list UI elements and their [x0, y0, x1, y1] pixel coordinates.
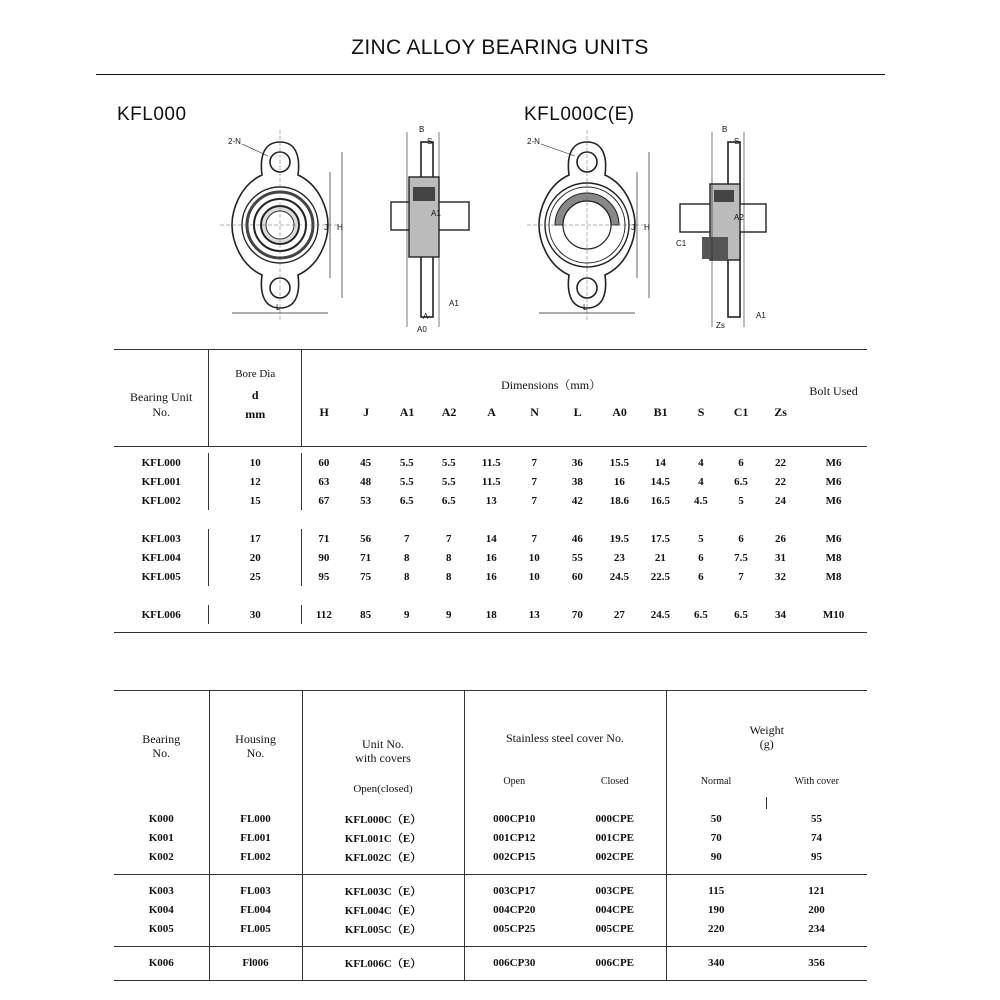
- table-cell: 4: [698, 456, 704, 469]
- table-cell: 70: [710, 831, 722, 844]
- table-cell: 12: [209, 472, 302, 491]
- table-cell: 7: [738, 570, 744, 583]
- table-cell: 7: [445, 532, 452, 545]
- table-row: [114, 919, 867, 947]
- table-cell: 7: [531, 475, 538, 488]
- table-row: [114, 605, 867, 624]
- table-cell: KFL004: [114, 548, 209, 567]
- table-cell: K003: [114, 875, 209, 901]
- table-cell: M6: [825, 456, 842, 469]
- table-cell: 22.5: [650, 570, 670, 583]
- table-cell: 340: [666, 947, 766, 981]
- label-b-2: B: [722, 125, 728, 134]
- col-weight: Weight (g): [666, 691, 867, 798]
- table-cell: 8: [403, 551, 410, 564]
- table-cell: M6: [825, 494, 842, 507]
- table-cell: KFL000C（E）: [302, 809, 464, 828]
- table-cell: 7: [531, 532, 538, 545]
- table-row: [114, 875, 867, 901]
- dimensions-table: [114, 349, 867, 633]
- table-cell: 004CPE: [564, 900, 666, 919]
- table-cell: 60: [318, 456, 330, 469]
- table-cell: 16: [485, 551, 497, 564]
- table-cell: FL000: [209, 809, 302, 828]
- table-cell: 46: [571, 532, 583, 545]
- label-s: S: [427, 137, 433, 146]
- table-cell: 10: [209, 453, 302, 472]
- table-cell: KFL003C（E）: [302, 875, 464, 901]
- dim-header: A2: [441, 405, 457, 419]
- label-j-2: J: [631, 223, 635, 232]
- table-cell: 11.5: [481, 475, 501, 488]
- table-cell: 20: [209, 548, 302, 567]
- table-cell: 5.5: [399, 456, 414, 469]
- label-b: B: [419, 125, 425, 134]
- model-label-right: KFL000C(E): [524, 104, 635, 125]
- title-divider: [96, 74, 885, 75]
- label-a0: A0: [417, 325, 427, 334]
- table-cell: 356: [766, 947, 867, 981]
- table-row: [114, 847, 867, 875]
- table-cell: 16: [613, 475, 625, 488]
- label-a2: A2: [734, 213, 744, 222]
- table-cell: 8: [445, 570, 452, 583]
- table-cell: KFL001C（E）: [302, 828, 464, 847]
- col-bearing-no: Bearing No.: [114, 691, 209, 810]
- table-cell: 95: [318, 570, 330, 583]
- table-cell: 234: [808, 922, 825, 935]
- table-cell: 200: [808, 903, 825, 916]
- table-row: [114, 947, 867, 981]
- table-cell: KFL005: [114, 567, 209, 586]
- table-cell: 53: [360, 494, 372, 507]
- table-cell: 6.5: [441, 494, 456, 507]
- table-cell: KFL002: [114, 491, 209, 510]
- table-cell: 7: [531, 456, 538, 469]
- label-zs: Zs: [716, 321, 725, 330]
- col-open-closed: Open(closed): [302, 797, 464, 809]
- label-c1: C1: [676, 239, 687, 248]
- table-cell: 71: [318, 532, 330, 545]
- table-cell: Fl006: [209, 947, 302, 981]
- table-cell: 13: [528, 608, 540, 621]
- table-cell: K005: [114, 919, 209, 947]
- dim-header: H: [319, 405, 329, 419]
- table-cell: 74: [811, 831, 822, 844]
- table-row: [114, 809, 867, 828]
- table-cell: 5.5: [399, 475, 414, 488]
- table-row: [114, 900, 867, 919]
- table-cell: 24: [775, 494, 787, 507]
- label-a1-2: A1: [756, 311, 766, 320]
- table-cell: 6: [738, 532, 744, 545]
- table-cell: 23: [613, 551, 625, 564]
- dim-header: Zs: [774, 405, 787, 419]
- col-unit-no: Unit No. with covers: [302, 691, 464, 798]
- table-cell: 121: [766, 875, 867, 901]
- table-cell: 32: [775, 570, 787, 583]
- table-cell: 31: [775, 551, 787, 564]
- dim-header: A1: [399, 405, 415, 419]
- table-cell: 24.5: [650, 608, 670, 621]
- table-cell: 16: [485, 570, 497, 583]
- label-h: H: [337, 223, 343, 232]
- table-cell: 27: [613, 608, 625, 621]
- table-cell: 4: [698, 475, 704, 488]
- label-2n: 2-N: [228, 137, 241, 146]
- table-cell: K002: [114, 847, 209, 875]
- table-cell: 6.5: [399, 494, 414, 507]
- table-cell: 000CPE: [564, 809, 666, 828]
- table-cell: 6: [698, 570, 704, 583]
- table-cell: 22: [775, 475, 787, 488]
- table-cell: 90: [318, 551, 330, 564]
- table-row: [114, 529, 867, 548]
- table-cell: 006CP30: [464, 947, 564, 981]
- table-cell: 14: [654, 456, 666, 469]
- table-row: [114, 453, 867, 472]
- col-open: Open: [503, 775, 526, 787]
- table-cell: 005CPE: [564, 919, 666, 947]
- table-cell: KFL006: [114, 605, 209, 624]
- label-l: L: [276, 303, 281, 312]
- table-cell: 001CP12: [493, 831, 536, 844]
- table-cell: 002CP15: [493, 850, 536, 863]
- table-row: [114, 491, 867, 510]
- table-cell: 6.5: [694, 608, 708, 621]
- table-cell: 36: [571, 456, 583, 469]
- table-cell: 15: [209, 491, 302, 510]
- label-l-2: L: [583, 303, 588, 312]
- table-cell: 34: [775, 608, 787, 621]
- table-cell: 14.5: [650, 475, 670, 488]
- table-cell: 85: [360, 608, 372, 621]
- dim-header: S: [697, 405, 705, 419]
- col-dimensions-group: Dimensions（mm） H J A1 A2 A N L A0 B1 S C1 Zs: [302, 350, 801, 447]
- table-cell: M8: [825, 570, 842, 583]
- model-label-left: KFL000: [117, 104, 187, 125]
- col-closed: Closed: [564, 797, 666, 809]
- table-row: [114, 472, 867, 491]
- label-s-2: S: [734, 137, 740, 146]
- table-cell: 26: [775, 532, 787, 545]
- col-normal: Normal: [700, 775, 732, 787]
- table-cell: 7: [403, 532, 410, 545]
- table-cell: 56: [360, 532, 372, 545]
- dim-header: N: [530, 405, 539, 419]
- table-cell: 004CP20: [493, 903, 536, 916]
- table-cell: 15.5: [609, 456, 629, 469]
- table-cell: 60: [571, 570, 583, 583]
- dim-header: C1: [733, 405, 749, 419]
- table-cell: KFL001: [114, 472, 209, 491]
- kfl000c-front-view-drawing: [527, 130, 667, 330]
- page-title: ZINC ALLOY BEARING UNITS: [351, 36, 649, 59]
- table-cell: 38: [571, 475, 583, 488]
- label-a1-top: A1: [431, 209, 441, 218]
- table-cell: 16.5: [650, 494, 670, 507]
- table-cell: 8: [403, 570, 410, 583]
- label-a1: A1: [449, 299, 459, 308]
- col-bearing-unit: Bearing Unit No.: [114, 350, 209, 447]
- label-h-2: H: [644, 223, 650, 232]
- table-cell: 67: [318, 494, 330, 507]
- table-cell: 4.5: [694, 494, 708, 507]
- table-cell: 5: [698, 532, 704, 545]
- col-stainless-cover: Stainless steel cover No.: [464, 691, 666, 798]
- table-cell: K001: [114, 828, 209, 847]
- table-cell: K000: [114, 809, 209, 828]
- table-cell: 13: [485, 494, 497, 507]
- table-cell: 55: [811, 812, 822, 825]
- table-cell: 001CPE: [564, 828, 666, 847]
- col-bolt-used: Bolt Used: [800, 350, 867, 447]
- table-cell: 14: [485, 532, 497, 545]
- col-bore-dia: Bore Dia d mm: [209, 350, 302, 447]
- table-cell: 000CP10: [493, 812, 536, 825]
- table-cell: 115: [666, 875, 766, 901]
- table-cell: M10: [822, 608, 845, 621]
- table-cell: KFL004C（E）: [302, 900, 464, 919]
- table-cell: M6: [825, 532, 842, 545]
- table-cell: 90: [710, 850, 722, 863]
- table-cell: 24.5: [609, 570, 629, 583]
- table-cell: 17.5: [650, 532, 670, 545]
- table-row: [114, 567, 867, 586]
- table-cell: 30: [209, 605, 302, 624]
- table-cell: 6: [738, 456, 744, 469]
- table-cell: 42: [571, 494, 583, 507]
- table-cell: KFL006C（E）: [302, 947, 464, 981]
- table-cell: 5.5: [441, 475, 456, 488]
- table-row: [114, 828, 867, 847]
- table-cell: 22: [775, 456, 787, 469]
- label-2n-2: 2-N: [527, 137, 540, 146]
- table-row: [114, 548, 867, 567]
- table-cell: 7.5: [734, 551, 748, 564]
- label-a: A: [423, 312, 429, 321]
- table-cell: FL005: [209, 919, 302, 947]
- table-cell: M8: [825, 551, 842, 564]
- table-cell: 18: [485, 608, 497, 621]
- table-cell: KFL000: [114, 453, 209, 472]
- table-cell: 10: [528, 570, 540, 583]
- table-cell: KFL002C（E）: [302, 847, 464, 875]
- table-cell: 6.5: [734, 475, 748, 488]
- table-cell: 6.5: [734, 608, 748, 621]
- table-cell: 006CPE: [564, 947, 666, 981]
- table-cell: 45: [360, 456, 372, 469]
- table-cell: 21: [654, 551, 666, 564]
- table-cell: 55: [571, 551, 583, 564]
- table-cell: KFL003: [114, 529, 209, 548]
- covers-weight-table: [114, 690, 867, 981]
- table-cell: 25: [209, 567, 302, 586]
- table-cell: 71: [360, 551, 372, 564]
- dim-header: L: [573, 405, 582, 419]
- table-cell: 18.6: [609, 494, 629, 507]
- table-cell: 48: [360, 475, 372, 488]
- table-cell: 220: [708, 922, 725, 935]
- label-j: J: [324, 223, 328, 232]
- kfl000-front-view-drawing: [220, 130, 360, 330]
- table-cell: FL002: [209, 847, 302, 875]
- table-cell: 002CPE: [564, 847, 666, 875]
- table-cell: KFL005C（E）: [302, 919, 464, 947]
- col-with-cover: With cover: [766, 797, 867, 809]
- dim-header: A: [487, 405, 496, 419]
- table-cell: 9: [403, 608, 410, 621]
- table-cell: 005CP25: [493, 922, 536, 935]
- table-cell: 70: [571, 608, 583, 621]
- table-cell: 9: [445, 608, 452, 621]
- table-cell: FL001: [209, 828, 302, 847]
- table-cell: FL003: [209, 875, 302, 901]
- table-cell: 7: [531, 494, 538, 507]
- dim-header: J: [363, 405, 370, 419]
- table-cell: 50: [710, 812, 722, 825]
- table-cell: 17: [209, 529, 302, 548]
- table-cell: 11.5: [481, 456, 501, 469]
- table-cell: FL004: [209, 900, 302, 919]
- table-cell: M6: [825, 475, 842, 488]
- table-cell: 5.5: [441, 456, 456, 469]
- table-cell: 75: [360, 570, 372, 583]
- kfl000-side-view-drawing: [383, 122, 483, 337]
- table-cell: K006: [114, 947, 209, 981]
- table-cell: 003CP17: [464, 875, 564, 901]
- table-cell: 95: [811, 850, 822, 863]
- table-cell: 8: [445, 551, 452, 564]
- dim-header: B1: [653, 405, 668, 419]
- table-cell: 6: [698, 551, 704, 564]
- table-cell: 003CPE: [564, 875, 666, 901]
- table-cell: 63: [318, 475, 330, 488]
- table-cell: 19.5: [609, 532, 629, 545]
- table-cell: 112: [315, 608, 332, 621]
- table-cell: 190: [708, 903, 725, 916]
- table-cell: K004: [114, 900, 209, 919]
- table-cell: 5: [738, 494, 744, 507]
- dim-header: A0: [612, 405, 627, 419]
- col-housing-no: Housing No.: [209, 691, 302, 810]
- kfl000c-side-view-drawing: [672, 122, 772, 337]
- table-cell: 10: [528, 551, 540, 564]
